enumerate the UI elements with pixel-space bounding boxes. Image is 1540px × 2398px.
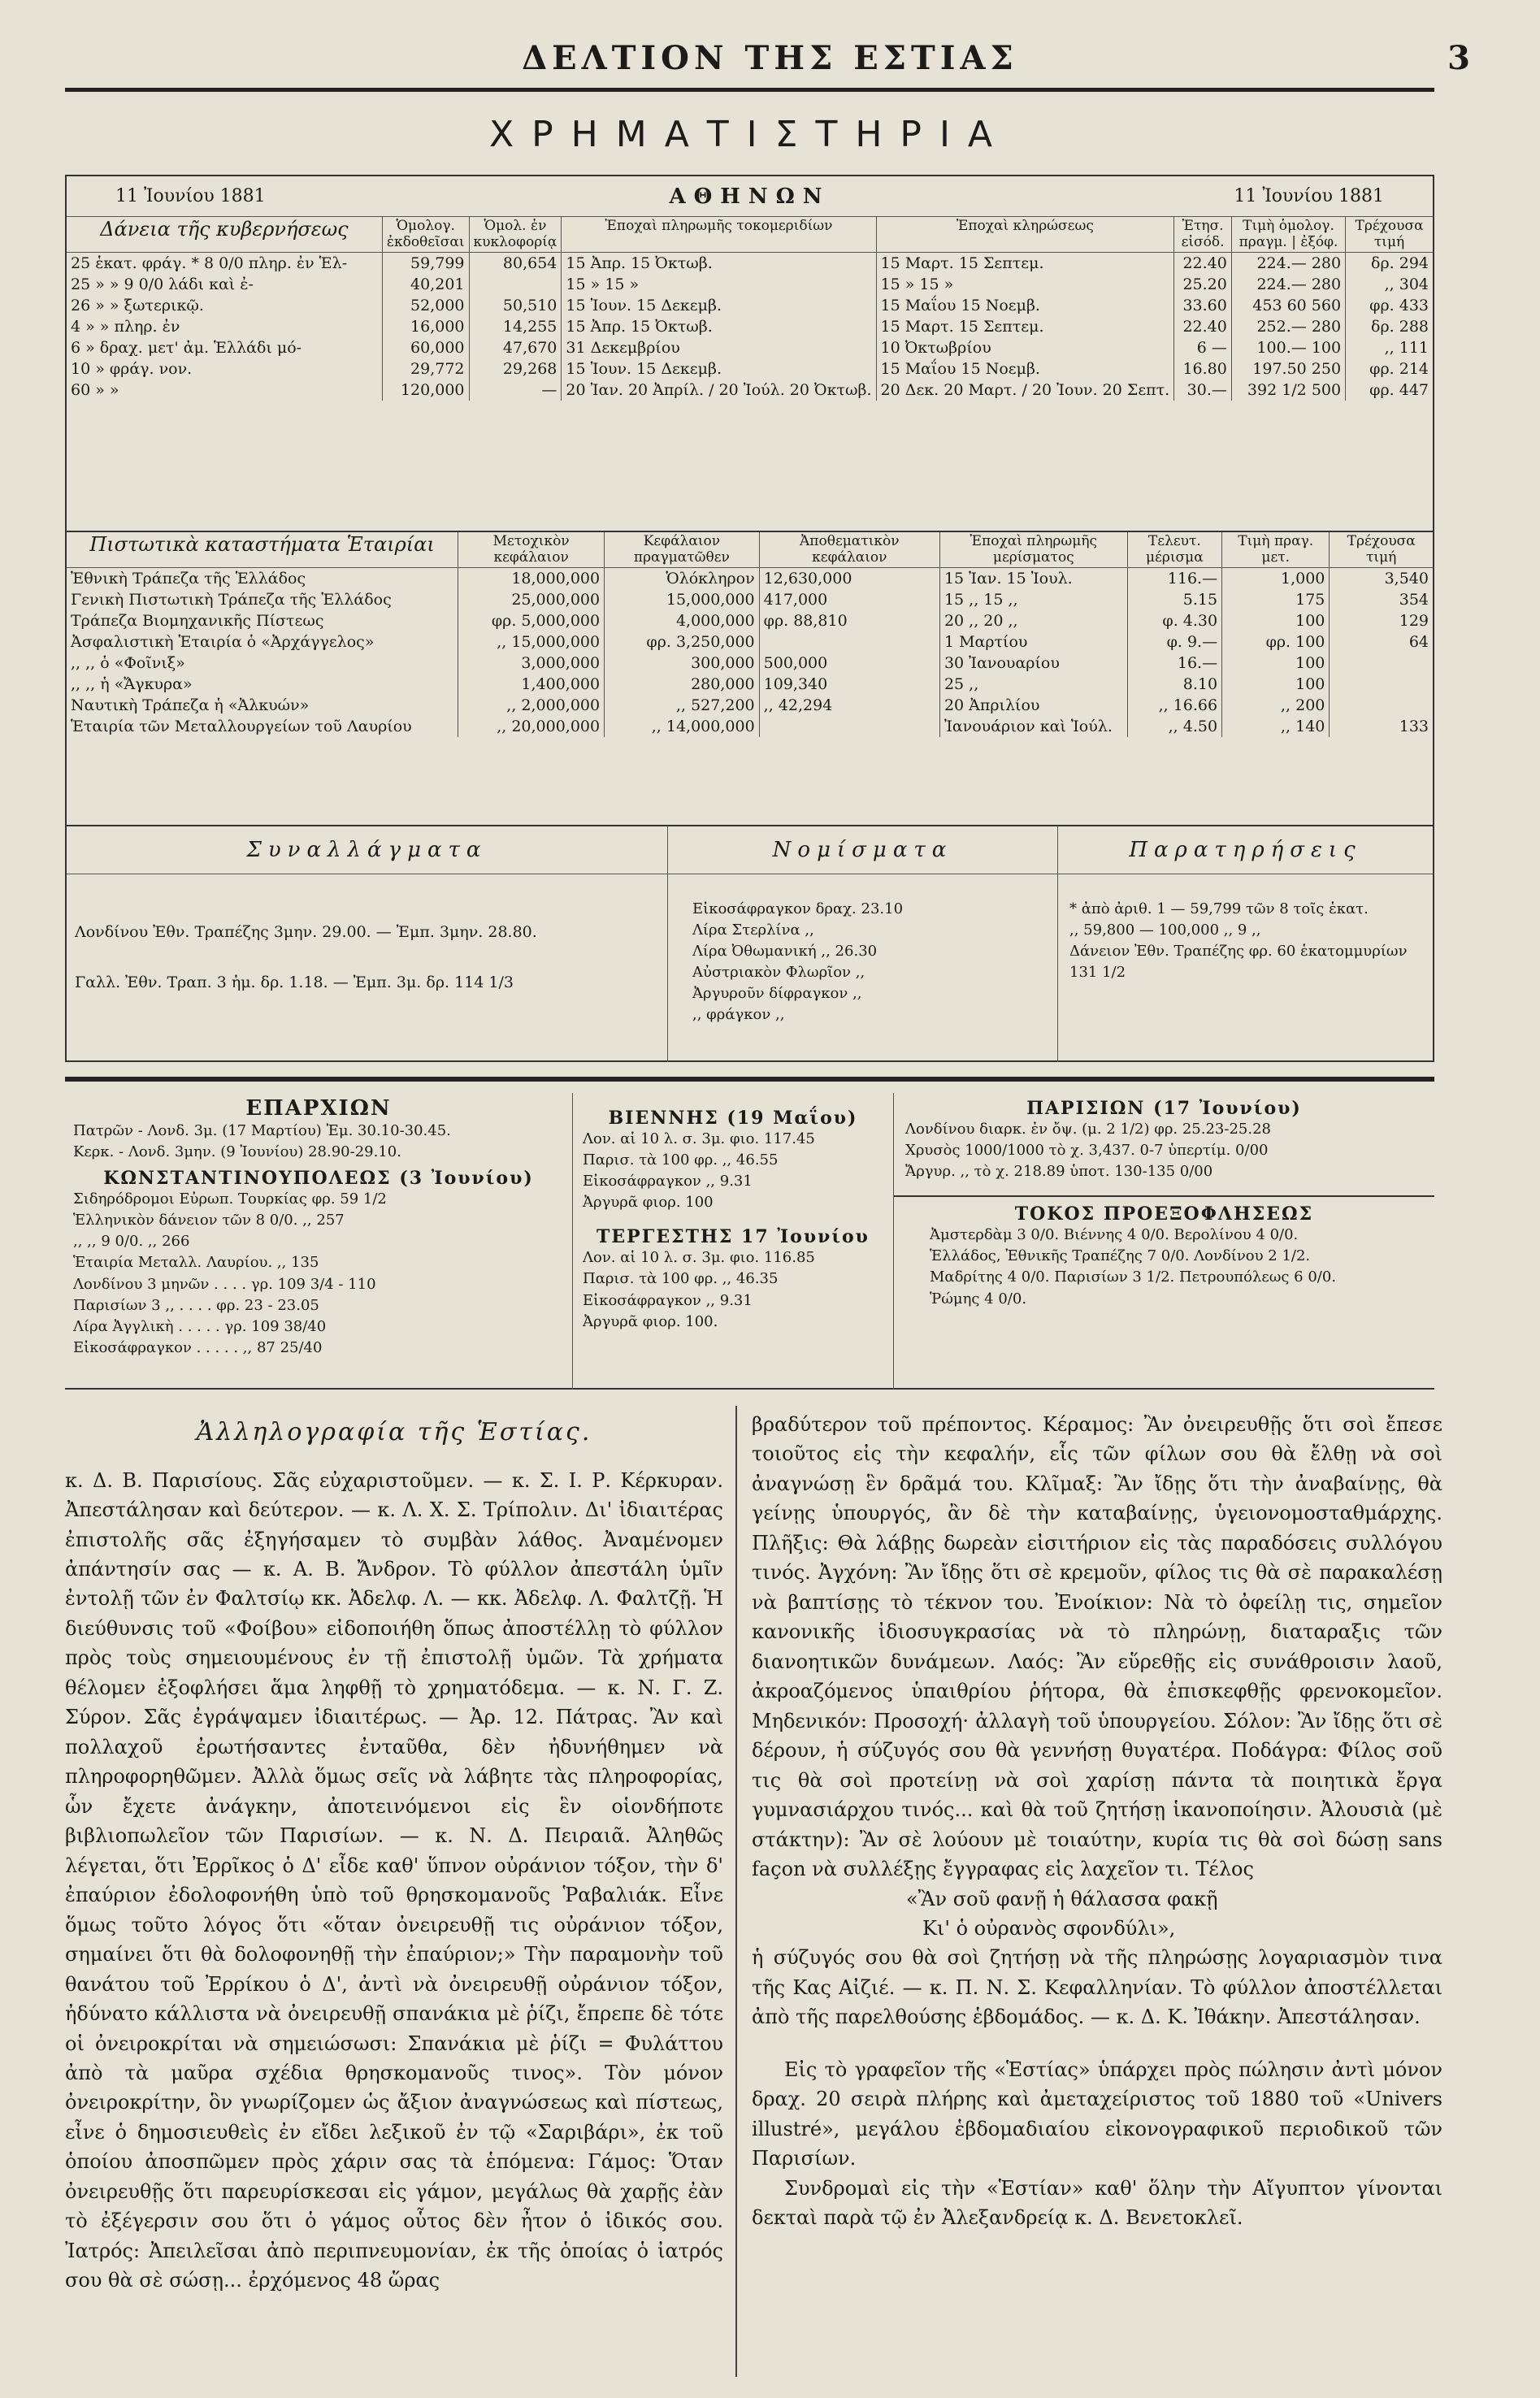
paris-title: ΠΑΡΙΣΙΩΝ (17 Ἰουνίου) (1026, 1098, 1302, 1119)
table-cell: 224.— 280 (1231, 274, 1345, 295)
text-line: Λονδίνου 3 μηνῶν . . . . γρ. 109 3/4 - 110 (73, 1275, 376, 1293)
text-line: Ἀργυροῦν δίφραγκον ,, (692, 985, 862, 1003)
table-cell: ,, 527,200 (605, 695, 760, 716)
bonds-column-header: Τρέχουσα τιμή (1346, 217, 1433, 253)
text-line: Ἄργυρ. ,, τὸ χ. 218.89 ὑποτ. 130-135 0/00 (905, 1163, 1213, 1181)
table-cell: 100 (1222, 653, 1330, 674)
page-number: 3 (1447, 39, 1475, 77)
table-cell: 15 » 15 » (562, 274, 876, 295)
constantinople-lines (73, 1189, 564, 1359)
companies-column-header: Ἐποχαὶ πληρωμῆς μερίσματος (939, 532, 1127, 568)
table-row (67, 716, 1433, 737)
correspondence-title: Ἀλληλογραφία τῆς Ἑστίας. (196, 1418, 592, 1446)
table-cell: 3,000,000 (458, 653, 605, 674)
sale-notice: Εἰς τὸ γραφεῖον τῆς «Ἑστίας» ὑπάρχει πρὸς πώλησιν ἀντὶ μόνον δραχ. 20 σειρὰ πλήρης καὶ ἀμεταχείριστος τοῦ 1880 τοῦ «Univers illustré», μεγάλου ἑβδομαδιαίου εἰκονογραφικοῦ περιοδικοῦ τῶν Παρισίων. (752, 2058, 1442, 2170)
constantinople-title: ΚΩΝΣΤΑΝΤΙΝΟΥΠΟΛΕΩΣ (3 Ἰουνίου) (103, 1168, 534, 1190)
text-line: * ἀπὸ ἀριθ. 1 — 59,799 τῶν 8 τοῖς ἑκατ. (1069, 900, 1369, 917)
table-cell: 80,654 (469, 253, 562, 275)
text-line: Παρισ. τὰ 100 φρ. ,, 46.35 (583, 1270, 779, 1288)
provinces-column (65, 1093, 573, 1390)
table-cell: 59,799 (382, 253, 469, 275)
bonds-column-header: Ἐποχαὶ κληρώσεως (876, 217, 1174, 253)
table-cell: 15 Ἀπρ. 15 Ὀκτωβ. (562, 253, 876, 275)
text-line: Ἑλληνικὸν δάνειον τῶν 8 0/0. ,, 257 (73, 1212, 345, 1229)
correspondence-left-column (65, 1414, 723, 2296)
table-cell: 29,772 (382, 358, 469, 379)
table-cell: 16.80 (1174, 358, 1232, 379)
table-cell: 40,201 (382, 274, 469, 295)
table-cell: 300,000 (605, 653, 760, 674)
table-row (67, 674, 1433, 695)
text-line: Πατρῶν - Λονδ. 3μ. (17 Μαρτίου) Ἐμ. 30.10-30.45. (73, 1122, 451, 1139)
table-cell: 52,000 (382, 295, 469, 316)
companies-column-header: Τρέχουσα τιμή (1330, 532, 1433, 568)
table-cell: 15 Ἰουν. 15 Δεκεμβ. (562, 358, 876, 379)
table-cell: 33.60 (1174, 295, 1232, 316)
text-line: Παρισ. τὰ 100 φρ. ,, 46.55 (583, 1151, 779, 1169)
table-cell: 15 Ἀπρ. 15 Ὀκτωβ. (562, 316, 876, 337)
table-row (67, 274, 1433, 295)
table-row (67, 379, 1433, 401)
paris-column (894, 1093, 1434, 1390)
table-cell: 12,630,000 (759, 568, 939, 590)
companies-column-header: Μετοχικὸν κεφάλαιον (458, 532, 605, 568)
table-cell: 6 — (1174, 337, 1232, 358)
table-cell: 18,000,000 (458, 568, 605, 590)
table-cell: 30.— (1174, 379, 1232, 401)
vienna-lines (583, 1129, 883, 1213)
companies-block (65, 532, 1434, 826)
table-cell: 1,400,000 (458, 674, 605, 695)
text-line: Κερκ. - Λονδ. 3μην. (9 Ἰουνίου) 28.90-29.10. (73, 1143, 401, 1161)
bonds-column-header: Ἐποχαὶ πληρωμῆς τοκομεριδίων (562, 217, 876, 253)
table-cell: φρ. 88,810 (759, 610, 939, 631)
table-cell: 133 (1330, 716, 1433, 737)
remarks-lines (1058, 874, 1433, 983)
table-cell: ,, 20,000,000 (458, 716, 605, 737)
text-line: ,, ,, 9 0/0. ,, 266 (73, 1233, 190, 1251)
bonds-body (67, 253, 1433, 401)
table-cell: 50,510 (469, 295, 562, 316)
remarks-title: Παρατηρήσεις (1058, 826, 1433, 874)
table-cell: Γενικὴ Πιστωτικὴ Τράπεζα τῆς Ἑλλάδος (71, 591, 392, 609)
table-cell: Ὁλόκληρον (605, 568, 760, 590)
companies-column-header: Κεφάλαιον πραγματῶθεν (605, 532, 760, 568)
table-row (67, 631, 1433, 653)
text-line: Ῥώμης 4 0/0. (930, 1290, 1027, 1307)
table-cell: 116.— (1127, 568, 1221, 590)
table-cell (759, 716, 939, 737)
table-cell: ,, 200 (1222, 695, 1330, 716)
companies-column-header: Τιμὴ πραγ. μετ. (1222, 532, 1330, 568)
table-row (67, 295, 1433, 316)
markets-block (65, 1093, 1434, 1390)
table-cell: 4,000,000 (605, 610, 760, 631)
table-cell: 20 Δεκ. 20 Μαρτ. / 20 Ἰουν. 20 Σεπτ. (876, 379, 1174, 401)
table-row (67, 316, 1433, 337)
table-cell: ,, ,, ἡ «Ἄγκυρα» (71, 675, 193, 694)
table-cell: 15 » 15 » (876, 274, 1174, 295)
table-cell: 15 Ἰουν. 15 Δεκεμβ. (562, 295, 876, 316)
table-cell: φρ. 433 (1346, 295, 1433, 316)
subscription-notice: Συνδρομαὶ εἰς τὴν «Ἑστίαν» καθ' ὅλην τὴν Αἴγυπτον γίνονται δεκταὶ παρὰ τῷ ἐν Ἀλεξανδρείᾳ κ. Δ. Βενετοκλεῖ. (752, 2176, 1442, 2230)
table-row (67, 589, 1433, 610)
table-cell: 197.50 250 (1231, 358, 1345, 379)
text-line: Λονδίνου διαρκ. ἐν ὄψ. (μ. 2 1/2) φρ. 25.23-25.28 (905, 1121, 1271, 1138)
table-row (67, 358, 1433, 379)
middle-rule (65, 1077, 1434, 1082)
table-cell: 453 60 560 (1231, 295, 1345, 316)
correspondence-right-after: ἡ σύζυγός σου θὰ σοὶ ζητήσῃ νὰ τῆς πληρώσῃς λογαριασμὸν τινα τῆς Κας Αἰζιέ. — κ. Π. Ν. Σ. Κεφαλληνίαν. Τὸ φύλλον ἀποστέλλεται ἀπὸ τῆς παρελθούσης ἑβδομάδος. — κ. Δ. Κ. Ἰθάκην. Ἀπεστάλησαν. (752, 1946, 1442, 2029)
table-cell: 175 (1222, 589, 1330, 610)
table-cell: 252.— 280 (1231, 316, 1345, 337)
table-cell: 30 Ἰανουαρίου (939, 653, 1127, 674)
table-cell: Ἰανουάριον καὶ Ἰούλ. (939, 716, 1127, 737)
top-rule (65, 88, 1434, 92)
text-line: Δάνειον Ἐθν. Τραπέζης φρ. 60 ἑκατομμυρίων (1069, 943, 1408, 961)
provinces-title: ΕΠΑΡΧΙΩΝ (245, 1096, 392, 1121)
text-line: ,, 59,800 — 100,000 ,, 9 ,, (1069, 921, 1261, 939)
text-line: Λίρα Ὀθωμανική ,, 26.30 (692, 943, 878, 961)
running-title: ΔΕΛΤΙΟΝ ΤΗΣ ΕΣΤΙΑΣ (522, 39, 1018, 77)
bonds-block (65, 175, 1434, 532)
companies-column-header: Τελευτ. μέρισμα (1127, 532, 1221, 568)
table-row (67, 253, 1433, 275)
table-cell (469, 274, 562, 295)
table-cell: φρ. 100 (1222, 631, 1330, 653)
table-cell: δρ. 294 (1346, 253, 1433, 275)
table-row (67, 695, 1433, 716)
table-cell: 14,255 (469, 316, 562, 337)
table-cell: — (469, 379, 562, 401)
text-line: 131 1/2 (1069, 964, 1126, 982)
table-cell: 15 Ἰαν. 15 Ἰουλ. (939, 568, 1127, 590)
table-cell: φρ. 5,000,000 (458, 610, 605, 631)
companies-header-row (67, 532, 1433, 568)
bonds-column-header: Ὁμολ. ἐν κυκλοφορίᾳ (469, 217, 562, 253)
table-cell: 20 Ἀπριλίου (939, 695, 1127, 716)
table-cell: 47,670 (469, 337, 562, 358)
table-cell: 25 ἑκατ. φράγ. * 8 0/0 πληρ. ἐν Ἑλ- (71, 254, 348, 273)
table-cell: ,, 304 (1346, 274, 1433, 295)
table-cell: 20 ,, 20 ,, (939, 610, 1127, 631)
table-cell: 31 Δεκεμβρίου (562, 337, 876, 358)
bonds-date-right: 11 Ἰουνίου 1881 (1234, 186, 1384, 206)
table-cell (1330, 653, 1433, 674)
text-line: Σιδηρόδρομοι Εὐρωπ. Τουρκίας φρ. 59 1/2 (73, 1190, 387, 1208)
vienna-trieste-column (573, 1093, 894, 1390)
table-cell: ,, ,, ὁ «Φοῖνιξ» (71, 654, 185, 673)
table-cell: 224.— 280 (1231, 253, 1345, 275)
table-cell: 1,000 (1222, 568, 1330, 590)
table-cell: 8.10 (1127, 674, 1221, 695)
table-cell: 16,000 (382, 316, 469, 337)
text-line: Αὐστριακὸν Φλωρῖον ,, (692, 964, 865, 982)
table-cell (759, 631, 939, 653)
text-line: Ἑλλάδος, Ἐθνικῆς Τραπέζης 7 0/0. Λονδίνου 2 1/2. (930, 1247, 1311, 1265)
table-cell: 10 Ὀκτωβρίου (876, 337, 1174, 358)
text-line: Εἰκοσάφραγκον δραχ. 23.10 (692, 900, 904, 917)
table-cell: 5.15 (1127, 589, 1221, 610)
paris-lines (905, 1119, 1423, 1182)
bonds-column-header: Δάνεια τῆς κυβερνήσεως (67, 217, 382, 253)
table-cell: δρ. 288 (1346, 316, 1433, 337)
correspondence-right-text: βραδύτερον τοῦ πρέποντος. Κέραμος: Ἂν ὀνειρευθῇς ὅτι σοὶ ἔπεσε τοιοῦτος εἰς τὴν κεφαλήν, εἷς τῶν φίλων σου θὰ ἔλθῃ νὰ σοὶ ἀναγνώσῃ ἓν δρᾶμά του. Κλῖμαξ: Ἂν ἴδῃς ὅτι τὴν ἀναβαίνῃς, θὰ γείνῃς ὑπουργός, ἂν δὲ τὴν καταβαίνῃς, ὑγειονομοσταθμάρχης. Πλῆξις: Θὰ λάβῃς δωρεὰν εἰσιτήριον εἰς τὰς παραδόσεις συλλόγου τινός. Ἀγχόνη: Ἂν ἴδῃς ὅτι σὲ κρεμοῦν, φίλος τις θὰ σὲ παρακαλέσῃ νὰ βαπτίσῃς τὸ τέκνον του. Ἐνοίκιον: Νὰ τὸ ὀφείλῃ τις, σημεῖον κανονικῆς ἰδιοσυγκρασίας νὰ τὸ πληρώνῃ, διαταραξις τῶν διανοητικῶν δυνάμεων. Λαός: Ἂν εὕρεθῇς εἰς συνάθροισιν λαοῦ, ἀκροαζόμενος ὑπαιθρίου ῥήτορα, θὰ ἐπισκεφθῇς φρενοκομεῖον. Μηδενικόν: Προσοχή· ἀλλαγὴ τοῦ ὑπουργείου. Σόλον: Ἂν ἴδῃς ὅτι σὲ δέρουν, ἡ σύζυγός σου θὰ γεννήσῃ θυγατέρα. Ποδάγρα: Φίλος σοῦ τις θὰ σοὶ προτείνῃ νὰ σοὶ χαρίσῃ πάντα τὰ ποιητικὰ ἔργα γυμνασιάρχου τινός... καὶ θὰ τοῦ ζητήσῃ ἱκανοποίησιν. Ἀλουσιὰ (μὲ στάκτην): Ἂν σὲ λούουν μὲ τοιαύτην, κυρία τις θὰ σοὶ δώσῃ sans façon νὰ συλλέξῃς ἔγγραφας εἰς λαχεῖον τι. Τέλος (752, 1413, 1442, 1881)
exchange-title: Συναλλάγματα (67, 826, 667, 874)
table-cell: 109,340 (759, 674, 939, 695)
companies-table (67, 532, 1433, 737)
table-cell: 22.40 (1174, 316, 1232, 337)
table-cell: 64 (1330, 631, 1433, 653)
column-divider (735, 1406, 737, 2377)
table-cell: Ἀσφαλιστικὴ Ἑταιρία ὁ «Ἀρχάγγελος» (71, 633, 375, 652)
trieste-lines (583, 1247, 883, 1332)
coins-title: Νομίσματα (668, 826, 1057, 874)
table-cell: 15 ,, 15 ,, (939, 589, 1127, 610)
table-cell: φρ. 3,250,000 (605, 631, 760, 653)
table-cell: 120,000 (382, 379, 469, 401)
table-cell: φ. 9.— (1127, 631, 1221, 653)
table-cell: 280,000 (605, 674, 760, 695)
table-cell (1330, 695, 1433, 716)
table-cell: 60 » » (71, 381, 119, 400)
table-cell: ,, 14,000,000 (605, 716, 760, 737)
table-cell: 16.— (1127, 653, 1221, 674)
table-cell: 15 Μαΐου 15 Νοεμβ. (876, 295, 1174, 316)
table-cell: 10 » φράγ. νον. (71, 360, 193, 379)
table-cell: 15 Μαρτ. 15 Σεπτεμ. (876, 253, 1174, 275)
table-cell: φρ. 214 (1346, 358, 1433, 379)
text-line: Χρυσὸς 1000/1000 τὸ χ. 3,437. 0-7 ὑπερτίμ. 0/00 (905, 1142, 1269, 1160)
table-cell: 26 » » ξωτερικῷ. (71, 297, 204, 315)
table-cell: φ. 4.30 (1127, 610, 1221, 631)
coins-column (668, 826, 1058, 1062)
table-cell: 15 Μαρτ. 15 Σεπτεμ. (876, 316, 1174, 337)
text-line: ,, φράγκον ,, (692, 1006, 785, 1024)
text-line: Λίρα Στερλίνα ,, (692, 921, 814, 939)
table-cell: ,, 4.50 (1127, 716, 1221, 737)
table-cell: 60,000 (382, 337, 469, 358)
table-cell: ,, 2,000,000 (458, 695, 605, 716)
text-line: Λον. αἱ 10 λ. σ. 3μ. φιο. 117.45 (583, 1130, 815, 1147)
table-cell: ,, 16.66 (1127, 695, 1221, 716)
table-row (67, 337, 1433, 358)
text-line: Λον. αἱ 10 λ. σ. 3μ. φιο. 116.85 (583, 1249, 815, 1267)
exchange-block (65, 826, 1434, 1062)
table-cell: 417,000 (759, 589, 939, 610)
bonds-column-header: Ἐτησ. εἰσόδ. (1174, 217, 1232, 253)
table-cell: 354 (1330, 589, 1433, 610)
table-cell: 15 Μαΐου 15 Νοεμβ. (876, 358, 1174, 379)
discount-title: ΤΟΚΟΣ ΠΡΟΕΞΟΦΛΗΣΕΩΣ (1014, 1203, 1314, 1225)
table-cell: φρ. 447 (1346, 379, 1433, 401)
trieste-title: ΤΕΡΓΕΣΤΗΣ 17 Ἰουνίου (596, 1226, 870, 1248)
table-cell: ,, 111 (1346, 337, 1433, 358)
verse-line-1: «Ἂν σοῦ φανῇ ἡ θάλασσα φακῇ (906, 1887, 1218, 1910)
bonds-header-row (67, 217, 1433, 253)
table-cell (1330, 674, 1433, 695)
table-row (67, 568, 1433, 590)
exchange-line-1: Λονδίνου Ἐθν. Τραπέζης 3μην. 29.00. — Ἐμπ. 3μην. 28.80. (75, 923, 537, 941)
bonds-table (67, 217, 1433, 401)
running-head (65, 39, 1475, 80)
table-cell: 25,000,000 (458, 589, 605, 610)
table-cell: 25.20 (1174, 274, 1232, 295)
text-line: Ἑταιρία Μεταλλ. Λαυρίου. ,, 135 (73, 1254, 319, 1272)
table-cell: Ναυτικὴ Τράπεζα ἡ «Ἀλκυών» (71, 696, 310, 715)
text-line: Μαδρίτης 4 0/0. Παρισίων 3 1/2. Πετρουπόλεως 6 0/0. (930, 1268, 1337, 1286)
table-row (67, 610, 1433, 631)
coins-lines (668, 874, 1057, 1026)
table-cell: ,, 140 (1222, 716, 1330, 737)
bonds-date-left: 11 Ἰουνίου 1881 (115, 186, 266, 206)
vienna-title: ΒΙΕΝΝΗΣ (19 Μαΐου) (608, 1108, 858, 1129)
table-cell: 500,000 (759, 653, 939, 674)
table-cell: 3,540 (1330, 568, 1433, 590)
table-row (67, 653, 1433, 674)
section-title: ΧΡΗΜΑΤΙΣΤΗΡΙΑ (488, 114, 1011, 155)
text-line: Ἀργυρᾶ φιορ. 100 (583, 1194, 714, 1212)
text-line: Ἀργυρᾶ φιορ. 100. (583, 1312, 718, 1330)
companies-body (67, 568, 1433, 738)
bonds-date-row (67, 176, 1433, 217)
text-line: Παρισίων 3 ,, . . . . φρ. 23 - 23.05 (73, 1296, 319, 1314)
remarks-column (1058, 826, 1433, 1062)
text-line: Εἰκοσάφραγκον ,, 9.31 (583, 1173, 753, 1190)
exchange-line-2: Γαλλ. Ἐθν. Τραπ. 3 ἡμ. δρ. 1.18. — Ἐμπ. 3μ. δρ. 114 1/3 (75, 974, 514, 991)
correspondence-left-text: κ. Δ. Β. Παρισίους. Σᾶς εὐχαριστοῦμεν. — κ. Σ. Ι. Ρ. Κέρκυραν. Ἀπεστάλησαν καὶ δεύτερον. — κ. Λ. Χ. Σ. Τρίπολιν. Δι' ἰδιαιτέρας ἐπιστολῆς σᾶς ἐξηγήσαμεν τὸ συμβὰν λάθος. Ἀναμένομεν ἀπάντησίν σας — κ. Α. Β. Ἄνδρον. Τὸ φύλλον ἀπεστάλη ὑμῖν ἐντολῇ τῶν ἐν Φαλτσίῳ κκ. Ἀδελφ. Λ. — κκ. Ἀδελφ. Λ. Φαλτζῇ. Ἡ διεύθυνσις τοῦ «Φοίβου» εἰδοποιήθη ὅπως ἀποστέλλῃ τὸ φύλλον πρὸς τοὺς σημειουμένους ἐν τῇ ἐπιστολῇ ὑμῶν. Τὰ χρήματα θέλομεν ἐξοφλήσει ἅμα ληφθῇ τὸ χρηματόδεμα. — κ. Ν. Γ. Ζ. Σύρον. Σᾶς ἐγράψαμεν ἰδιαιτέρως. — Ἀρ. 12. Πάτρας. Ἂν καὶ πολλαχοῦ ἐρωτήσαντες ἐνταῦθα, δὲν ἠδυνήθημεν νὰ πληροφορηθῶμεν. Ἀλλὰ ὅμως σεῖς νὰ λάβητε τὰς πληροφορίας, ὧν ἔχετε ἀνάγκην, ἀποτεινόμενοι εἰς ἓν οἱονδήποτε βιβλιοπωλεῖον τῶν Παρισίων. — κ. Ν. Δ. Πειραιᾶ. Ἀληθῶς λέγεται, ὅτι Ἐρρῖκος ὁ Δ' εἶδε καθ' ὕπνον οὐράνιον τόξον, τὴν δ' ἐπαύριον ἐδολοφονήθη ὑπὸ τοῦ θρησκομανοῦς Ῥαβαλιάκ. Εἶνε ὅμως τοῦτο λόγος ὅτι «ὅταν ὀνειρευθῇ τις οὐράνιον τόξον, σημαίνει ὅτι θὰ δολοφονηθῇ τὴν ἐπαύριον;» Τὴν παραμονὴν τοῦ θανάτου τοῦ Ἐρρίκου ὁ Δ', ἀντὶ νὰ ὀνειρευθῇ οὐράνιον τόξον, ἠδύνατο κάλλιστα νὰ ὀνειρευθῇ σπανάκια μὲ ῥίζι, ἔπρεπε δὲ τότε οἱ ὀνειροκρίται νὰ σημειώσωσι: Σπανάκια μὲ ῥίζι = Φυλάττου ἀπὸ τὰ μαῦρα σχέδια θρησκομανοῦς τινος». Τὸν μόνον ὀνειροκρίτην, ὃν γνωρίζομεν ὡς ἄξιον ἀναγνώσεως καὶ πίστεως, εἶνε ὁ δημοσιευθεὶς ἐν εἴδει λεξικοῦ ἐν τῷ «Σαριβάρι», ἐκ τοῦ ὁποίου ἀποσπῶμεν πρὸς χάριν σας τὰ ἑπόμενα: Γάμος: Ὅταν ὀνειρευθῇς ὅτι παρευρίσκεσαι εἰς γάμον, μεγάλως θὰ χαρῇς ἐὰν τὸ ἐξέγερσιν σου ὅτι ὁ γάμος οὗτος δὲν ἦτον ὁ ἰδικός σου. Ἰατρός: Ἀπειλεῖσαι ἀπὸ περιπνευμονίαν, ἐκ τῆς ὁποίας ὁ ἰατρός σου θὰ σὲ σώσῃ... ἐρχόμενος 48 ὥρας (65, 1468, 723, 2292)
companies-column-header: Ἀποθεματικὸν κεφάλαιον (759, 532, 939, 568)
table-cell: ,, 42,294 (759, 695, 939, 716)
table-cell: 6 » δραχ. μετ' ἀμ. Ἑλλάδι μό- (71, 339, 302, 358)
correspondence-right-column (752, 1410, 1442, 2233)
provinces-lines (73, 1121, 564, 1163)
table-cell: 100.— 100 (1231, 337, 1345, 358)
text-line: Λίρα Ἀγγλικὴ . . . . . γρ. 109 38/40 (73, 1317, 327, 1335)
table-cell: Τράπεζα Βιομηχανικῆς Πίστεως (71, 612, 324, 631)
table-cell: 129 (1330, 610, 1433, 631)
table-cell: ,, 15,000,000 (458, 631, 605, 653)
bonds-column-header: Ὁμολογ. ἐκδοθεῖσαι (382, 217, 469, 253)
text-line: Ἀμστερδὰμ 3 0/0. Βιέννης 4 0/0. Βερολίνου 4 0/0. (930, 1226, 1299, 1244)
table-cell: 29,268 (469, 358, 562, 379)
verse-line-2: Κι' ὁ οὐρανὸς σφονδύλι», (922, 1916, 1176, 1940)
table-cell: 25 ,, (939, 674, 1127, 695)
text-line: Εἰκοσάφραγκον ,, 9.31 (583, 1291, 753, 1309)
bonds-city: ΑΘΗΝΩΝ (669, 184, 831, 209)
table-cell: 22.40 (1174, 253, 1232, 275)
exchange-column (67, 826, 668, 1062)
companies-column-header: Πιστωτικὰ καταστήματα Ἑταιρίαι (67, 532, 458, 568)
bonds-column-header: Τιμὴ ὁμολογ. πραγμ. | ἐξόφ. (1231, 217, 1345, 253)
discount-lines (905, 1225, 1423, 1309)
table-cell: 1 Μαρτίου (939, 631, 1127, 653)
table-cell: 20 Ἰαν. 20 Ἀπρίλ. / 20 Ἰούλ. 20 Ὀκτωβ. (562, 379, 876, 401)
table-cell: 100 (1222, 610, 1330, 631)
table-cell: 4 » » πληρ. ἐν (71, 318, 180, 336)
table-cell: 100 (1222, 674, 1330, 695)
table-cell: Ἑταιρία τῶν Μεταλλουργείων τοῦ Λαυρίου (71, 718, 412, 736)
text-line: Εἰκοσάφραγκον . . . . . ,, 87 25/40 (73, 1338, 323, 1356)
table-cell: 25 » » 9 0/0 λάδι καὶ ἐ- (71, 275, 254, 294)
table-cell: 392 1/2 500 (1231, 379, 1345, 401)
table-cell: 15,000,000 (605, 589, 760, 610)
table-cell: Ἐθνικὴ Τράπεζα τῆς Ἑλλάδος (71, 570, 306, 588)
